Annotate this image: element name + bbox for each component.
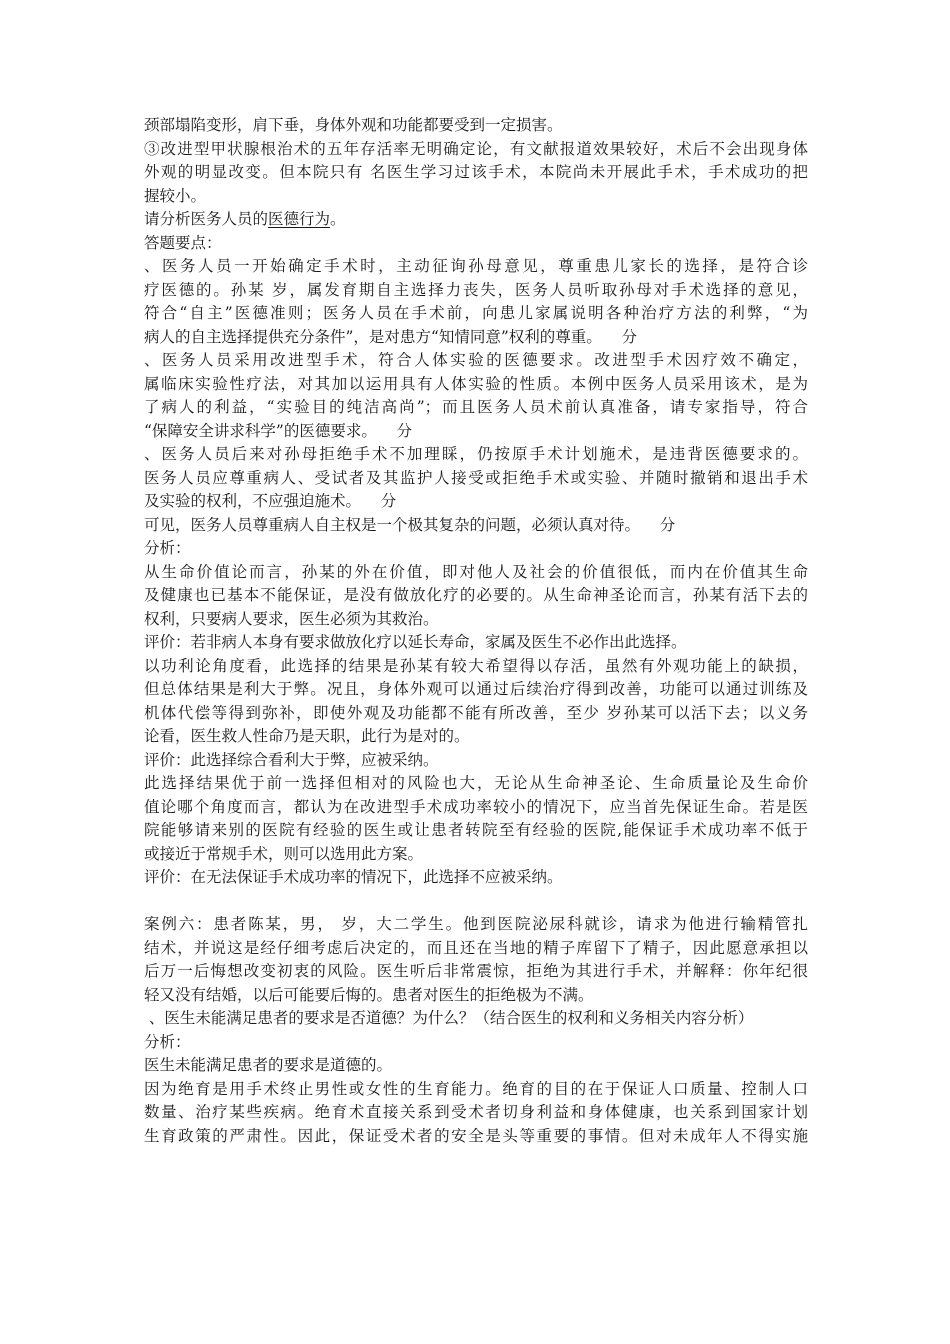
analysis-heading: 分析： [144, 1032, 191, 1051]
text-line: ③改进型甲状腺根治术的五年存活率无明确定论，有文献报道效果较好，术后不会出现身体 [144, 139, 808, 158]
case-line: 结术，并说这是经仔细考虑后决定的，而且还在当地的精子库留下了精子，因此愿意承担以 [144, 938, 808, 957]
evaluation-line: 评价：此选择综合看利大于弊，应被采纳。 [144, 750, 439, 769]
conclusion-line: 可见，医务人员尊重病人自主权是一个极其复杂的问题，必须认真对待。 分 [144, 515, 676, 534]
text-line: 但总体结果是利大于弊。况且，身体外观可以通过后续治疗得到改善，功能可以通过训练及 [144, 680, 808, 698]
answer-line: 医生未能满足患者的要求是道德的。 [144, 1056, 393, 1074]
text-line: 符合“自主”医德准则；医务人员在手术前，向患儿家属说明各种治疗方法的利弊，“为 [144, 304, 808, 322]
text-line: 颈部塌陷变形，肩下垂，身体外观和功能都要受到一定损害。 [144, 116, 563, 134]
analysis-heading: 分析： [144, 539, 191, 557]
case-line: 后万一后悔想改变初衷的风险。医生听后非常震惊，拒绝为其进行手术，并解释：你年纪很 [144, 962, 808, 980]
text-line: 数量、治疗某些疾病。绝育术直接关系到受术者切身利益和身体健康，也关系到国家计划 [144, 1103, 808, 1121]
text-line: 医务人员应尊重病人、受试者及其监护人接受或拒绝手术或实验、并随时撤销和退出手术 [144, 468, 808, 487]
blank-line [144, 890, 808, 914]
case-line: 案例六：患者陈某，男， 岁，大二学生。他到医院泌尿科就诊，请求为他进行输精管扎 [144, 915, 808, 933]
text-line: 此选择结果优于前一选择但相对的风险也大，无论从生命神圣论、生命质量论及生命价 [144, 774, 808, 792]
text-line: 因为绝育是用手术终止男性或女性的生育能力。绝育的目的在于保证人口质量、控制人口 [144, 1079, 808, 1098]
text-line: 属临床实验性疗法，对其加以运用具有人体实验的性质。本例中医务人员采用该术，是为 [144, 374, 808, 393]
text-line: 生育政策的严肃性。因此，保证受术者的安全是头等重要的事情。但对未成年人不得实施 [144, 1126, 808, 1145]
text-line: 、医务人员一开始确定手术时，主动征询孙母意见，尊重患儿家长的选择，是符合诊 [144, 257, 808, 275]
text-line: 从生命价值论而言，孙某的外在价值，即对他人及社会的价值很低，而内在价值其生命 [144, 562, 808, 581]
case-line: 轻又没有结婚，以后可能要后悔的。患者对医生的拒绝极为不满。 [144, 985, 594, 1004]
evaluation-line: 评价：在无法保证手术成功率的情况下，此选择不应被采纳。 [144, 868, 563, 886]
text-line: 及健康也已基本不能保证，是没有做放化疗的必要的。从生命神圣论而言，孙某有活下去的 [144, 586, 808, 604]
prompt-suffix: 。 [330, 210, 346, 228]
text-line: 院能够请来别的医院有经验的医生或让患者转院至有经验的医院,能保证手术成功率不低于 [144, 821, 808, 839]
text-line: 或接近于常规手术，则可以选用此方案。 [144, 844, 424, 863]
text-line: 握较小。 [144, 186, 207, 205]
evaluation-line: 评价：若非病人本身有要求做放化疗以延长寿命，家属及医生不必作出此选择。 [144, 633, 687, 651]
text-line: 值论哪个角度而言，都认为在改进型手术成功率较小的情况下，应当首先保证生命。若是医 [144, 797, 808, 816]
text-line: 及实验的权利，不应强迫施术。 分 [144, 492, 397, 510]
document-body [144, 114, 808, 1148]
question-line: 、医生未能满足患者的要求是否道德？为什么？（结合医生的权利和义务相关内容分析） [144, 1009, 754, 1027]
text-line: 权利，只要病人要求，医生必须为其救治。 [144, 609, 439, 628]
text-line: 外观的明显改变。但本院只有 名医生学习过该手术，本院尚未开展此手术，手术成功的把 [144, 163, 808, 181]
text-line: 以功利论角度看，此选择的结果是孙某有较大希望得以存活，虽然有外观功能上的缺损， [144, 656, 808, 675]
prompt-prefix: 请分析医务人员的 [144, 210, 269, 228]
text-line: 、医务人员采用改进型手术，符合人体实验的医德要求。改进型手术因疗效不确定， [144, 351, 808, 369]
text-line: 论看，医生救人性命乃是天职，此行为是对的。 [144, 727, 470, 745]
prompt-underlined-term: 医德行为 [268, 210, 331, 228]
answer-heading: 答题要点： [144, 233, 222, 252]
text-line: 了病人的利益，“实验目的纯洁高尚”；而且医务人员术前认真准备，请专家指导，符合 [144, 398, 808, 416]
text-line: 机体代偿等得到弥补，即使外观及功能都不能有所改善，至少 岁孙某可以活下去；以义务 [144, 703, 808, 722]
prompt-line [144, 208, 808, 232]
text-line: “保障安全讲求科学”的医德要求。 分 [144, 421, 413, 440]
text-line: 疗医德的。孙某 岁，属发育期自主选择力丧失，医务人员听取孙母对手术选择的意见， [144, 280, 808, 299]
text-line: 、医务人员后来对孙母拒绝手术不加理睬，仍按原手术计划施术，是违背医德要求的。 [144, 445, 808, 463]
text-line: 病人的自主选择提供充分条件”，是对患方“知情同意”权利的尊重。 分 [144, 327, 637, 346]
